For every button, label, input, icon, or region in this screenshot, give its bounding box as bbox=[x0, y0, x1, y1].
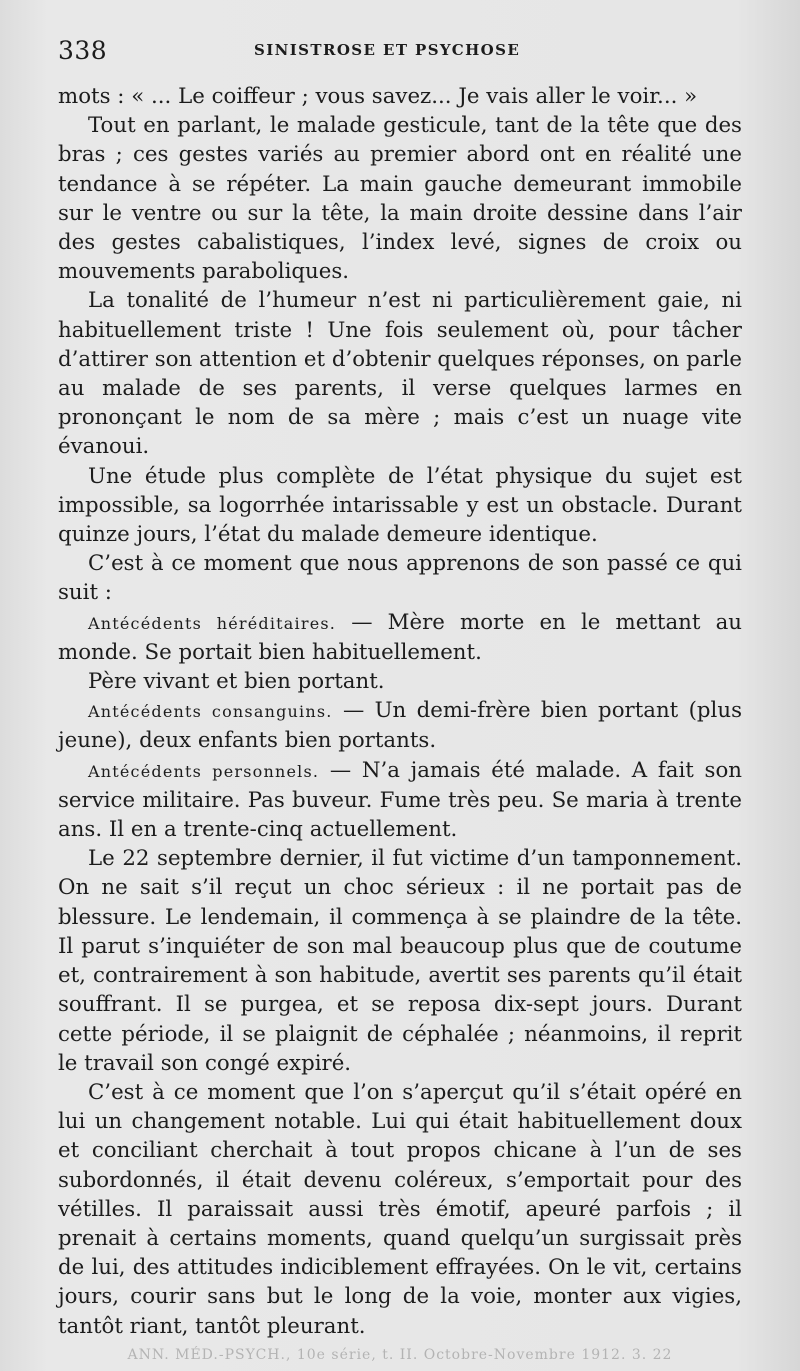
paragraph-personal bbox=[58, 756, 742, 845]
body-text bbox=[58, 82, 742, 1341]
paragraph-text: — Un demi-frère bien portant (plus jeune), deux enfants bien portants. bbox=[58, 698, 743, 754]
paragraph-text: — Mère morte en le mettant au monde. Se portait bien habituellement. bbox=[58, 609, 742, 665]
paragraph-mood bbox=[58, 286, 742, 461]
footer-bleed-through: ANN. MÉD.-PSYCH., 10e série, t. II. Octobre-Novembre 1912. 3. 22 bbox=[127, 1347, 673, 1363]
paragraph-consanguine bbox=[58, 696, 742, 755]
paragraph-text: La tonalité de l’humeur n’est ni particulièrement gaie, ni habituellement triste ! Une fois seulement où, pour tâcher d’attirer son attention et d’obtenir quelques réponses, on parle au malade de ses parents, il verse quelques larmes en prononçant le nom de sa mère ; mais c’est un nuage vite évanoui. bbox=[58, 288, 742, 460]
paragraph-text: C’est à ce moment que l’on s’aperçut qu’il s’était opéré en lui un changement notable. Lui qui était habituellement doux et conciliant cherchait à tout propos chicane à l’un de ses subordonnés, il était devenu coléreux, s’emportait pour des vétilles. Il paraissait aussi très émotif, apeuré parfois ; il prenait à certains moments, quand quelqu’un surgissait près de lui, des attitudes indiciblement effrayées. On le vit, certains jours, courir sans but le long de la voie, monter aux vigies, tantôt riant, tantôt pleurant. bbox=[58, 1079, 742, 1339]
paragraph-accident bbox=[58, 844, 742, 1078]
section-heading-hereditary: Antécédents héréditaires. bbox=[88, 613, 337, 633]
paragraph-text: — N’a jamais été malade. A fait son service militaire. Pas buveur. Fume très peu. Se maria à trente ans. Il en a trente-cinq actuellement. bbox=[58, 757, 742, 843]
paragraph-past bbox=[58, 549, 742, 607]
running-head: SINISTROSE ET PSYCHOSE bbox=[254, 41, 521, 59]
paragraph-gestures bbox=[58, 111, 742, 286]
paragraph-text: mots : « ... Le coiffeur ; vous savez... Je vais aller le voir... » bbox=[58, 84, 698, 109]
paragraph-text: C’est à ce moment que nous apprenons de son passé ce qui suit : bbox=[58, 551, 742, 606]
paragraph-text: Le 22 septembre dernier, il fut victime d’un tamponnement. On ne sait s’il reçut un choc sérieux : il ne portait pas de blessure. Le lendemain, il commença à se plaindre de la tête. Il parut s’inquiéter de son mal beaucoup plus que de coutume et, contrairement à son habitude, avertit ses parents qu’il était souffrant. Il se purgea, et se reposa dix-sept jours. Durant cette période, il se plaignit de céphalée ; néanmoins, il reprit le travail son congé expiré. bbox=[58, 846, 742, 1076]
paragraph-text: Tout en parlant, le malade gesticule, tant de la tête que des bras ; ces gestes variés au premier abord ont en réalité une tendance à se répéter. La main gauche demeurant immobile sur le ventre ou sur la tête, la main droite dessine dans l’air des gestes cabalistiques, l’index levé, signes de croix ou mouvements paraboliques. bbox=[58, 113, 742, 285]
paragraph-change bbox=[58, 1078, 742, 1341]
section-heading-consanguine: Antécédents consanguins. bbox=[88, 702, 333, 722]
paragraph-continuation bbox=[58, 82, 742, 111]
page-number: 338 bbox=[58, 36, 108, 65]
paragraph-text: Père vivant et bien portant. bbox=[88, 669, 385, 695]
section-heading-personal: Antécédents personnels. bbox=[88, 761, 320, 781]
page-header bbox=[58, 36, 742, 70]
paragraph-physical-study bbox=[58, 462, 742, 550]
paragraph-father bbox=[58, 667, 742, 696]
paragraph-text: Une étude plus complète de l’état physique du sujet est impossible, sa logorrhée intarissable y est un obstacle. Durant quinze jours, l’état du malade demeure identique. bbox=[58, 463, 742, 548]
paragraph-hereditary bbox=[58, 608, 742, 667]
